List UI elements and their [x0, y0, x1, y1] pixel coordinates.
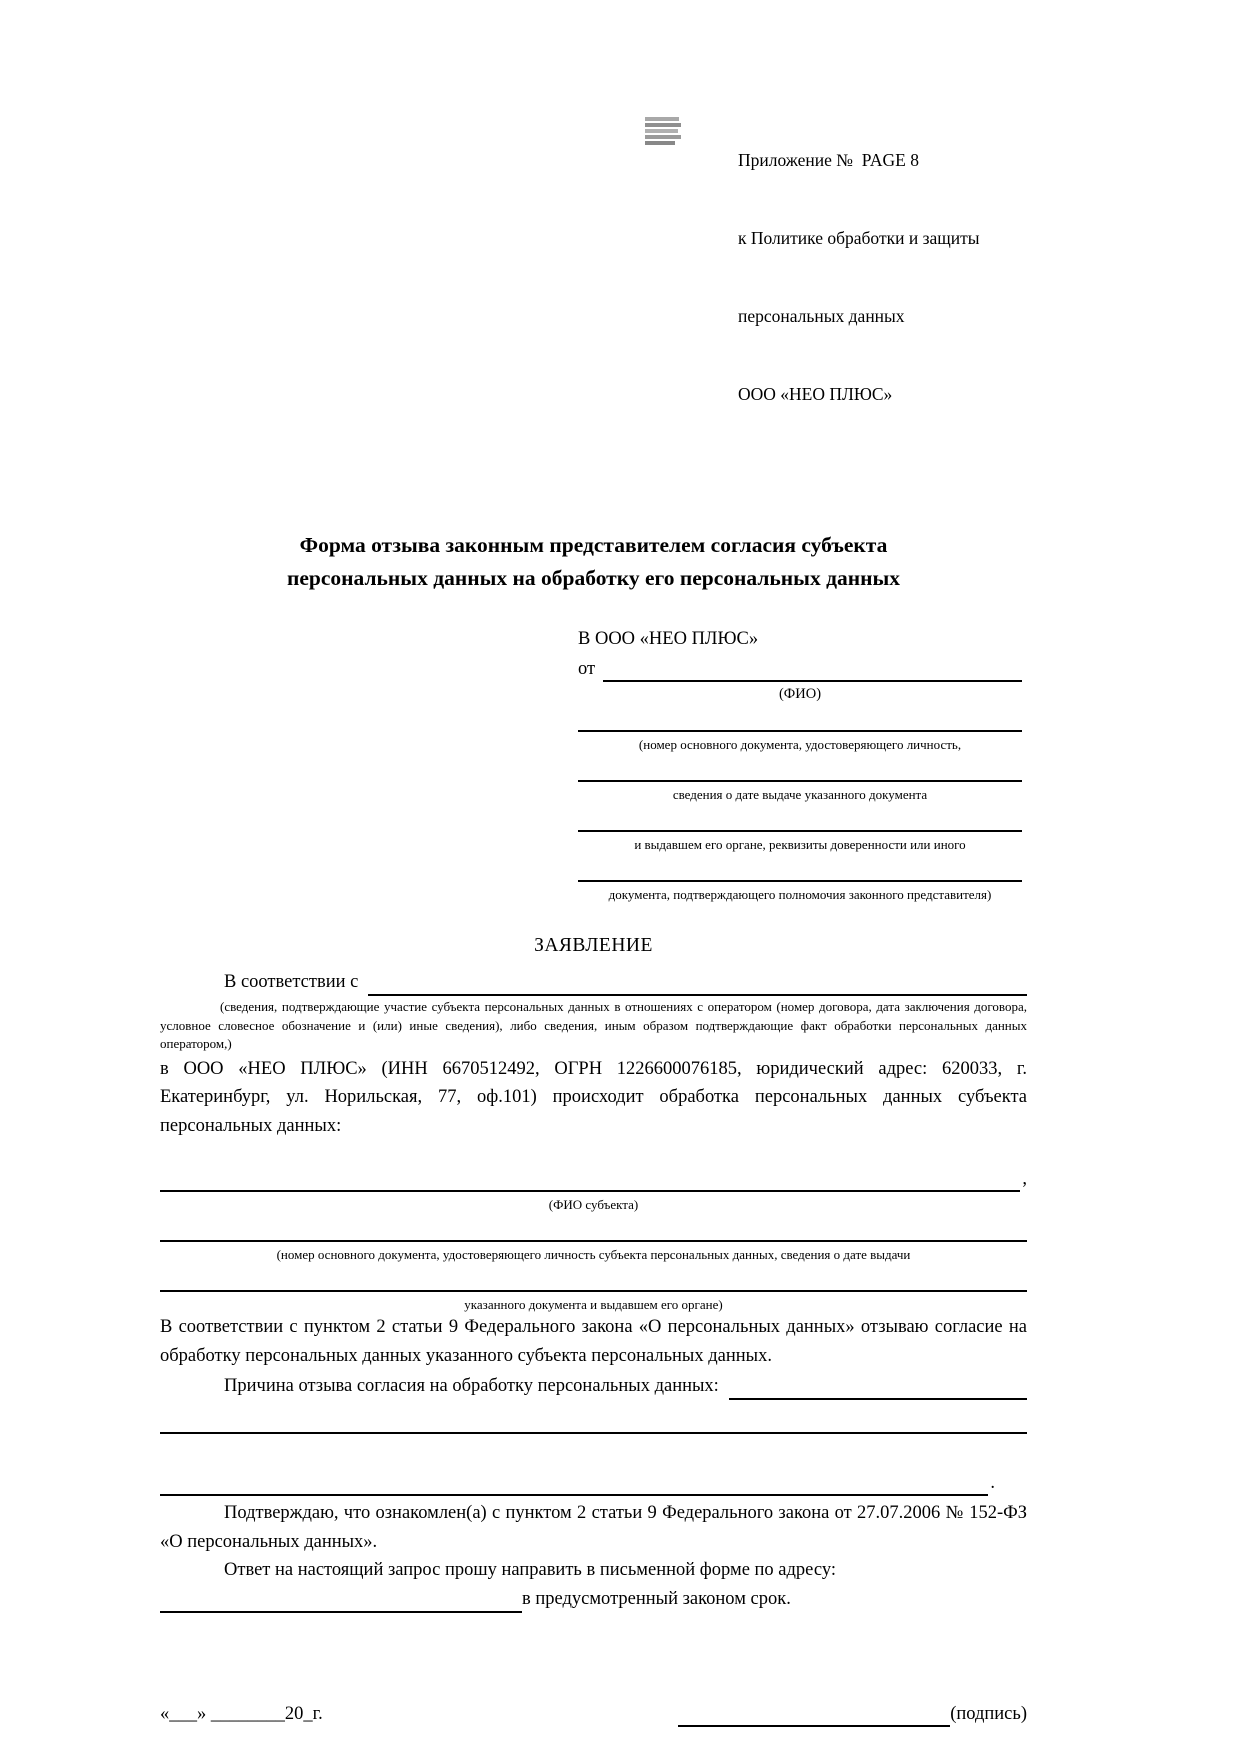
intro-prefix: В соответствии с: [224, 972, 359, 992]
intro-row: [160, 969, 1027, 996]
signature-caption: (подпись): [950, 1703, 1027, 1724]
blank-line: [160, 1591, 522, 1612]
confirm-paragraph: Подтверждаю, что ознакомлен(а) с пунктом 2 статьи 9 Федерального закона от 27.07.2006 № 152-ФЗ «О персональных данных».: [160, 1503, 1027, 1552]
doc-field-group: [578, 730, 1022, 753]
blank-line: [160, 1171, 1020, 1192]
addressee-to: В ООО «НЕО ПЛЮС»: [578, 629, 759, 649]
document-title: [160, 529, 1027, 595]
appendix-line: к Политике обработки и защиты: [738, 228, 980, 248]
blank-line: [160, 1475, 988, 1496]
document-header: [160, 95, 1027, 459]
trailing-comma: ,: [1022, 1169, 1027, 1189]
appendix-line: ООО «НЕО ПЛЮС»: [738, 384, 893, 404]
reply-address-row: [160, 1585, 1027, 1613]
signature-block: [678, 1701, 1027, 1727]
fio-caption: (ФИО): [778, 686, 822, 702]
blank-line: [368, 975, 1027, 996]
withdraw-paragraph: В соответствии с пунктом 2 статьи 9 Федерального закона «О персональных данных» отзываю согласие на обработку персональных данных указанного субъекта персональных данных.: [160, 1317, 1027, 1366]
field-caption: документа, подтверждающего полномочия законного представителя): [608, 887, 992, 902]
date-line: «___» ________20_г.: [160, 1703, 323, 1724]
doc-field-group: [578, 780, 1022, 803]
reason-label: Причина отзыва согласия на обработку персональных данных:: [224, 1376, 719, 1396]
field-caption: сведения о дате выдаче указанного документа: [672, 787, 928, 802]
doc-field-group: [578, 880, 1022, 903]
signature-line: [678, 1705, 950, 1726]
reply-prefix: Ответ на настоящий запрос прошу направить в письменной форме по адресу:: [224, 1560, 836, 1580]
title-line-2: персональных данных на обработку его персональных данных: [286, 566, 901, 590]
subject-fio-row: [160, 1166, 1027, 1192]
statement-heading: ЗАЯВЛЕНИЕ: [534, 935, 653, 956]
title-line-1: Форма отзыва законным представителем согласия субъекта: [299, 533, 888, 557]
addressee-block: [578, 625, 1022, 903]
trailing-period: .: [990, 1473, 995, 1493]
operator-paragraph: в ООО «НЕО ПЛЮС» (ИНН 6670512492, ОГРН 1226600076185, юридический адрес: 620033, г. Екатеринбург, ул. Норильская, 77, оф.101) происходит обработка персональных данных субъекта персональных данных:: [160, 1058, 1027, 1136]
blank-line: [729, 1379, 1027, 1400]
reply-suffix: в предусмотренный законом срок.: [522, 1588, 791, 1609]
from-blank-line: [603, 661, 1022, 682]
doc-field-group: [578, 830, 1022, 853]
field-caption: (номер основного документа, удостоверяющего личность,: [638, 737, 962, 752]
appendix-block: [738, 95, 1027, 459]
field-code-lines-icon: [645, 117, 681, 145]
fine-print: (сведения, подтверждающие участие субъекта персональных данных в отношениях с оператором (номер договора, дата заключения договора, условное словесное обозначение и (или) иные сведения), либо сведения, иным образом подтверждающие факт обработки персональных данных оператором,): [160, 999, 1027, 1051]
appendix-line: персональных данных: [738, 306, 905, 326]
reason-row: [160, 1372, 1027, 1400]
appendix-line: Приложение № PAGE 8: [738, 150, 919, 170]
footer: [160, 1701, 1027, 1727]
from-label: от: [578, 659, 596, 679]
subject-doc-caption-1: (номер основного документа, удостоверяющего личность субъекта персональных данных, сведения о дате выдачи: [276, 1247, 911, 1262]
subject-doc-caption-2: указанного документа и выдавшем его органе): [464, 1297, 723, 1312]
from-row: [578, 656, 1022, 682]
reason-line-2: [160, 1470, 1027, 1496]
subject-fio-caption: (ФИО субъекта): [548, 1197, 639, 1212]
field-caption: и выдавшем его органе, реквизиты доверенности или иного: [634, 837, 966, 852]
blank-line: [160, 1432, 1027, 1434]
